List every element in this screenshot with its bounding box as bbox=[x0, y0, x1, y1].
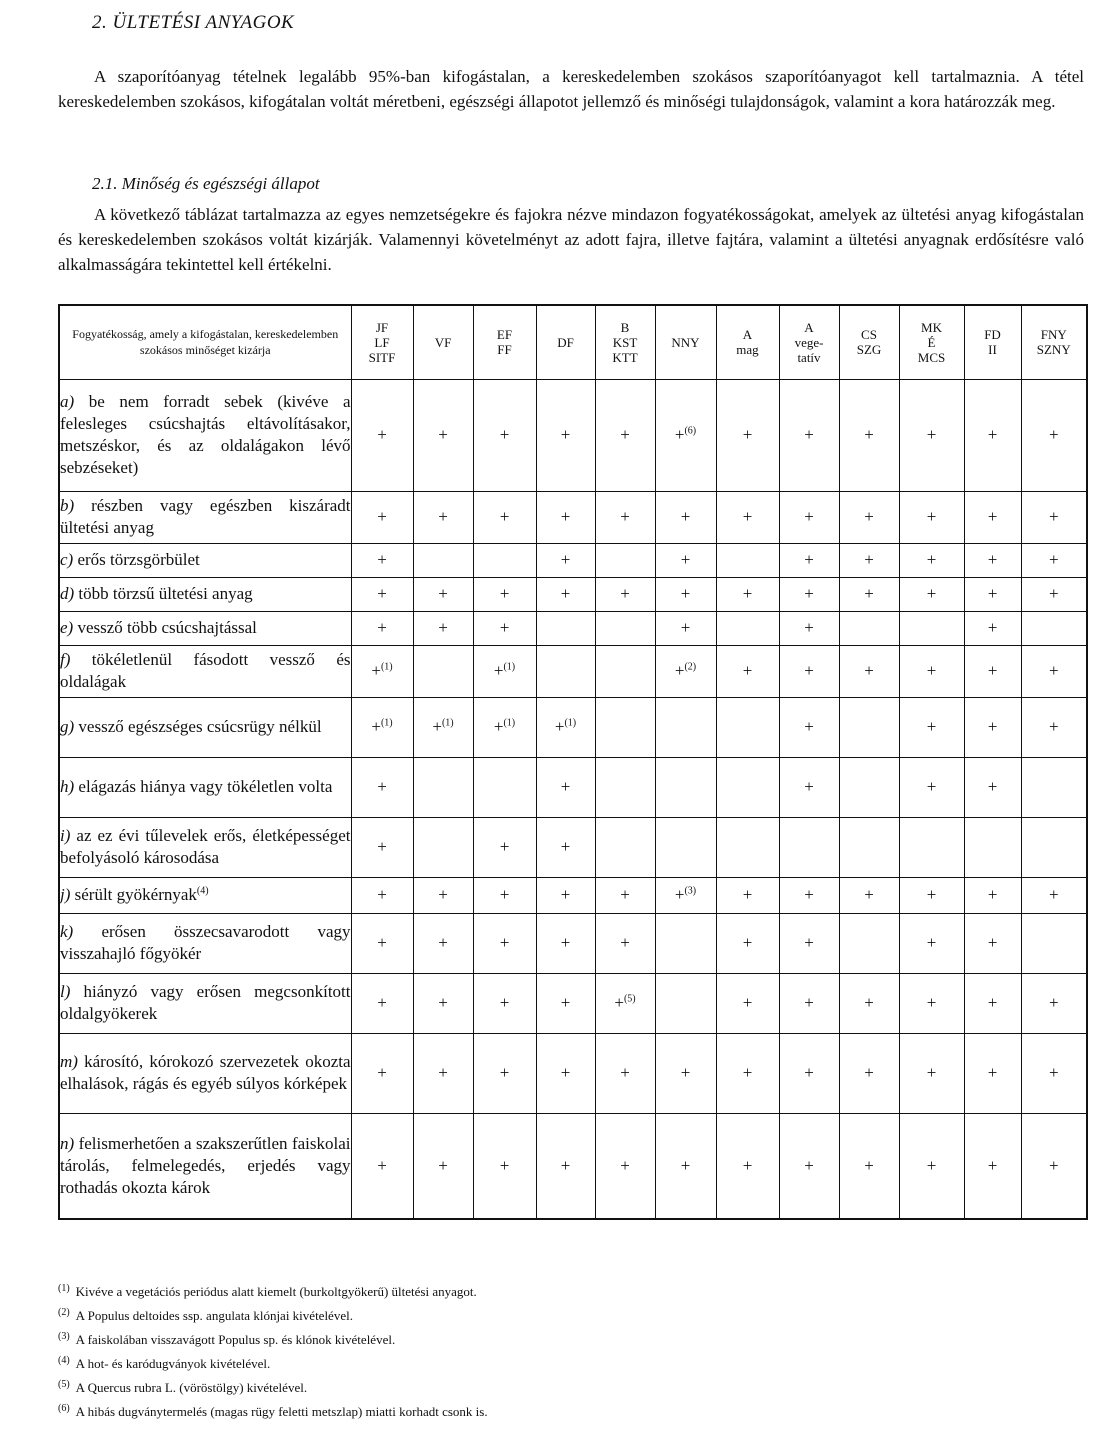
requirement-cell: + bbox=[779, 1113, 839, 1219]
footnote-number: (1) bbox=[58, 1282, 70, 1294]
requirement-cell bbox=[595, 757, 655, 817]
requirement-cell: +$^{(1)}$ bbox=[413, 697, 473, 757]
requirement-cell bbox=[716, 757, 779, 817]
requirement-cell bbox=[413, 817, 473, 877]
requirement-cell: + bbox=[351, 1033, 413, 1113]
requirement-cell: + bbox=[779, 611, 839, 645]
requirement-cell: + bbox=[839, 1113, 899, 1219]
requirement-cell: + bbox=[473, 1113, 536, 1219]
subsection-title: 2.1. Minőség és egészségi állapot bbox=[92, 174, 320, 193]
requirement-cell bbox=[839, 913, 899, 973]
requirement-cell: + bbox=[1021, 1033, 1087, 1113]
requirement-cell: + bbox=[839, 491, 899, 543]
footnote bbox=[58, 1352, 488, 1376]
column-header-line: JF bbox=[375, 319, 389, 335]
column-header-line: FF bbox=[497, 342, 512, 358]
defect-text: az ez évi tűlevelek erős, életképességet befolyásoló károsodása bbox=[60, 826, 351, 867]
table-row bbox=[59, 611, 1087, 645]
column-header-line: DF bbox=[557, 334, 574, 350]
defect-label bbox=[59, 913, 351, 973]
defect-letter: i) bbox=[60, 826, 71, 845]
requirement-cell: + bbox=[899, 543, 964, 577]
requirement-cell: + bbox=[779, 913, 839, 973]
requirement-cell: + bbox=[351, 491, 413, 543]
requirement-cell: + bbox=[716, 973, 779, 1033]
requirement-cell: + bbox=[964, 1113, 1021, 1219]
requirement-cell: + bbox=[899, 491, 964, 543]
requirement-cell: + bbox=[716, 577, 779, 611]
column-header-line: KST bbox=[612, 334, 638, 350]
header-defect: Fogyatékosság, amely a kifogástalan, kereskedelemben szokásos minőséget kizárja bbox=[59, 305, 351, 379]
column-header-line: A bbox=[804, 319, 814, 335]
defect-letter: d) bbox=[60, 584, 75, 603]
requirement-cell: + bbox=[839, 973, 899, 1033]
defect-label bbox=[59, 379, 351, 491]
requirement-cell: + bbox=[473, 611, 536, 645]
defect-text: sérült gyökérnyak$^{(4)}$ bbox=[74, 885, 209, 904]
requirement-cell bbox=[899, 611, 964, 645]
requirement-cell bbox=[595, 611, 655, 645]
requirement-cell: + bbox=[839, 877, 899, 913]
defect-label bbox=[59, 973, 351, 1033]
table-row bbox=[59, 973, 1087, 1033]
defect-text: károsító, kórokozó szervezetek okozta elhalások, rágás és egyéb súlyos kórképek bbox=[60, 1052, 351, 1093]
requirement-cell: + bbox=[595, 1113, 655, 1219]
requirement-cell: + bbox=[1021, 543, 1087, 577]
requirement-cell bbox=[716, 697, 779, 757]
defect-letter: a) bbox=[60, 392, 75, 411]
requirement-cell: + bbox=[779, 577, 839, 611]
footnote-number: (6) bbox=[58, 1402, 70, 1414]
requirement-cell bbox=[655, 973, 716, 1033]
requirement-cell: + bbox=[1021, 877, 1087, 913]
requirement-cell bbox=[655, 913, 716, 973]
requirement-cell bbox=[839, 817, 899, 877]
requirement-cell: + bbox=[899, 645, 964, 697]
requirement-cell: + bbox=[351, 757, 413, 817]
requirement-cell: + bbox=[351, 1113, 413, 1219]
defect-letter: f) bbox=[60, 650, 71, 669]
intro-paragraph: A szaporítóanyag tételnek legalább 95%-ban kifogástalan, a kereskedelemben szokásos szaporítóanyagot kell tartalmaznia. A tétel kereskedelemben szokásos, kifogátalan voltát méretbeni, egészségi állapotot jellemző és minőségi tulajdonságok, valamint a kora határozzák meg. bbox=[58, 67, 1084, 111]
requirement-cell: + bbox=[536, 817, 595, 877]
requirement-cell: + bbox=[779, 973, 839, 1033]
requirement-cell: + bbox=[716, 877, 779, 913]
defect-label bbox=[59, 817, 351, 877]
requirement-cell: + bbox=[964, 697, 1021, 757]
requirement-cell: + bbox=[473, 973, 536, 1033]
requirement-cell: + bbox=[655, 611, 716, 645]
defect-letter: k) bbox=[60, 922, 74, 941]
table-row bbox=[59, 1033, 1087, 1113]
requirement-cell: + bbox=[899, 1033, 964, 1113]
column-header-line: FNY bbox=[1040, 327, 1067, 343]
defect-text: felismerhetően a szakszerűtlen faiskolai tárolás, felmelegedés, erjedés vagy rothadás okozta károk bbox=[60, 1133, 351, 1197]
defect-text: vessző több csúcshajtással bbox=[77, 618, 257, 637]
requirement-cell bbox=[595, 543, 655, 577]
requirement-cell: + bbox=[351, 577, 413, 611]
section-title: 2. ÜLTETÉSI ANYAGOK bbox=[92, 12, 295, 33]
requirement-cell: + bbox=[473, 491, 536, 543]
requirement-cell bbox=[595, 697, 655, 757]
defect-letter: h) bbox=[60, 777, 75, 796]
column-header bbox=[779, 305, 839, 379]
defect-letter: l) bbox=[60, 982, 71, 1001]
requirement-cell: + bbox=[413, 611, 473, 645]
column-header-line: KTT bbox=[612, 349, 638, 365]
requirement-cell: + bbox=[779, 543, 839, 577]
column-header-line: LF bbox=[374, 334, 390, 350]
column-header-line: SITF bbox=[368, 349, 396, 365]
requirement-cell bbox=[779, 817, 839, 877]
requirement-cell bbox=[413, 645, 473, 697]
requirement-cell: +$^{(5)}$ bbox=[595, 973, 655, 1033]
requirement-cell: + bbox=[964, 379, 1021, 491]
requirement-cell bbox=[655, 757, 716, 817]
requirement-cell: + bbox=[839, 577, 899, 611]
requirement-cell: + bbox=[779, 877, 839, 913]
requirement-cell: + bbox=[964, 543, 1021, 577]
footnotes bbox=[58, 1280, 488, 1424]
defect-label bbox=[59, 697, 351, 757]
requirement-cell: + bbox=[655, 1033, 716, 1113]
requirement-cell: + bbox=[351, 611, 413, 645]
requirement-cell: +$^{(3)}$ bbox=[655, 877, 716, 913]
requirement-cell: + bbox=[964, 913, 1021, 973]
requirement-cell bbox=[413, 543, 473, 577]
requirement-cell: + bbox=[899, 757, 964, 817]
requirement-cell: + bbox=[413, 913, 473, 973]
defect-text: több törzsű ültetési anyag bbox=[78, 584, 253, 603]
column-header-line: tatív bbox=[797, 349, 821, 365]
column-header-line: MK bbox=[921, 319, 942, 335]
requirement-cell: + bbox=[899, 877, 964, 913]
requirement-cell bbox=[1021, 757, 1087, 817]
table-row bbox=[59, 577, 1087, 611]
column-header bbox=[413, 305, 473, 379]
table-row bbox=[59, 645, 1087, 697]
column-header bbox=[899, 305, 964, 379]
footnote bbox=[58, 1280, 488, 1304]
requirement-cell: + bbox=[779, 757, 839, 817]
column-header-line: mag bbox=[736, 342, 759, 358]
requirement-cell: + bbox=[1021, 645, 1087, 697]
footnote-number: (4) bbox=[58, 1354, 70, 1366]
requirement-cell: + bbox=[964, 645, 1021, 697]
column-header bbox=[655, 305, 716, 379]
requirement-cell: +$^{(2)}$ bbox=[655, 645, 716, 697]
column-header-line: SZNY bbox=[1036, 342, 1071, 358]
requirement-cell: + bbox=[1021, 697, 1087, 757]
requirement-cell: + bbox=[899, 697, 964, 757]
requirement-cell: +$^{(1)}$ bbox=[473, 697, 536, 757]
requirement-cell: + bbox=[716, 913, 779, 973]
requirement-cell: + bbox=[779, 491, 839, 543]
footnote bbox=[58, 1304, 488, 1328]
table-intro-paragraph: A következő táblázat tartalmazza az egyes nemzetségekre és fajokra nézve mindazon fogyatékosságokat, amelyek az ültetési anyag kifogástalan és kereskedelemben szokásos voltát kizárják. Valamennyi követelményt az adott fajra, illetve fajtára, valamint a ültetési anyagnak erdősítésre való alkalmasságára tekintettel kell értékelni. bbox=[58, 205, 1084, 274]
footnote-number: (3) bbox=[58, 1330, 70, 1342]
defect-label bbox=[59, 577, 351, 611]
table-row bbox=[59, 491, 1087, 543]
column-header-line: vege- bbox=[794, 334, 824, 350]
requirement-cell bbox=[1021, 611, 1087, 645]
requirement-cell: + bbox=[899, 1113, 964, 1219]
footnote-text: A hibás dugványtermelés (magas rügy feletti metszlap) miatti korhadt csonk is. bbox=[75, 1404, 488, 1419]
defect-text: elágazás hiánya vagy tökéletlen volta bbox=[78, 777, 333, 796]
requirement-cell bbox=[473, 757, 536, 817]
footnote-text: A Quercus rubra L. (vöröstölgy) kivételével. bbox=[75, 1380, 308, 1395]
defect-letter: j) bbox=[60, 885, 71, 904]
defect-label bbox=[59, 1033, 351, 1113]
defect-text: hiányzó vagy erősen megcsonkított oldalgyökerek bbox=[60, 982, 351, 1023]
requirement-cell: + bbox=[595, 491, 655, 543]
defect-text: vessző egészséges csúcsrügy nélkül bbox=[78, 717, 322, 736]
requirement-cell: +$^{(1)}$ bbox=[351, 697, 413, 757]
footnote bbox=[58, 1328, 488, 1352]
requirement-cell: + bbox=[964, 877, 1021, 913]
footnote-text: Kivéve a vegetációs periódus alatt kiemelt (burkoltgyökerű) ültetési anyagot. bbox=[75, 1284, 477, 1299]
requirement-cell: + bbox=[536, 757, 595, 817]
requirement-cell: + bbox=[964, 577, 1021, 611]
requirement-cell: + bbox=[595, 1033, 655, 1113]
footnote-number: (2) bbox=[58, 1306, 70, 1318]
requirement-cell: + bbox=[413, 877, 473, 913]
requirement-cell: + bbox=[716, 1113, 779, 1219]
requirement-cell: + bbox=[413, 379, 473, 491]
requirement-cell: + bbox=[351, 877, 413, 913]
requirement-cell: + bbox=[964, 1033, 1021, 1113]
column-header bbox=[716, 305, 779, 379]
requirement-cell: + bbox=[536, 877, 595, 913]
requirement-cell bbox=[964, 817, 1021, 877]
column-header bbox=[351, 305, 413, 379]
requirements-table bbox=[58, 304, 1088, 1220]
requirement-cell: + bbox=[964, 611, 1021, 645]
requirement-cell bbox=[839, 697, 899, 757]
table-row bbox=[59, 913, 1087, 973]
defect-letter: c) bbox=[60, 550, 74, 569]
defect-text: erősen összecsavarodott vagy visszahajló főgyökér bbox=[60, 922, 351, 963]
defect-label bbox=[59, 877, 351, 913]
requirement-cell: +$^{(1)}$ bbox=[536, 697, 595, 757]
column-header bbox=[536, 305, 595, 379]
column-header-line: II bbox=[988, 342, 997, 358]
requirement-cell: + bbox=[1021, 973, 1087, 1033]
requirement-cell: + bbox=[536, 491, 595, 543]
requirement-cell bbox=[839, 611, 899, 645]
requirement-cell bbox=[1021, 817, 1087, 877]
requirement-cell: + bbox=[899, 379, 964, 491]
column-header-line: VF bbox=[434, 334, 452, 350]
requirement-cell: +$^{(6)}$ bbox=[655, 379, 716, 491]
requirement-cell: + bbox=[595, 379, 655, 491]
requirement-cell: + bbox=[536, 973, 595, 1033]
column-header-line: EF bbox=[496, 327, 513, 343]
requirement-cell: + bbox=[473, 913, 536, 973]
requirement-cell: + bbox=[595, 877, 655, 913]
requirement-cell: + bbox=[899, 913, 964, 973]
column-header-line: MCS bbox=[917, 349, 946, 365]
requirement-cell: + bbox=[536, 913, 595, 973]
defect-label bbox=[59, 543, 351, 577]
requirement-cell: + bbox=[351, 543, 413, 577]
footnote bbox=[58, 1376, 488, 1400]
footnote bbox=[58, 1400, 488, 1424]
requirement-cell: + bbox=[595, 577, 655, 611]
table-row bbox=[59, 1113, 1087, 1219]
defect-label bbox=[59, 757, 351, 817]
requirement-cell: +$^{(1)}$ bbox=[351, 645, 413, 697]
requirement-cell: + bbox=[536, 543, 595, 577]
table-row bbox=[59, 697, 1087, 757]
requirement-cell bbox=[716, 611, 779, 645]
requirement-cell bbox=[536, 645, 595, 697]
requirement-cell: + bbox=[536, 1113, 595, 1219]
requirement-cell bbox=[655, 817, 716, 877]
requirement-cell bbox=[655, 697, 716, 757]
defect-text: be nem forradt sebek (kivéve a felesleges csúcshajtás eltávolításakor, metszéskor, és az oldalágakon lévő sebzéseket) bbox=[60, 392, 351, 477]
column-header-line: CS bbox=[861, 327, 877, 343]
column-header bbox=[839, 305, 899, 379]
requirement-cell: + bbox=[473, 817, 536, 877]
requirement-cell: + bbox=[716, 1033, 779, 1113]
defect-letter: b) bbox=[60, 496, 75, 515]
requirement-cell: + bbox=[964, 757, 1021, 817]
requirement-cell: + bbox=[413, 1033, 473, 1113]
column-header-line: FD bbox=[984, 327, 1001, 343]
requirement-cell: + bbox=[655, 577, 716, 611]
defect-letter: m) bbox=[60, 1052, 78, 1071]
table-row bbox=[59, 877, 1087, 913]
requirement-cell: + bbox=[351, 379, 413, 491]
requirement-cell bbox=[595, 645, 655, 697]
column-header-line: NNY bbox=[671, 334, 700, 350]
requirement-cell: + bbox=[1021, 379, 1087, 491]
requirement-cell: + bbox=[351, 973, 413, 1033]
requirement-cell bbox=[536, 611, 595, 645]
requirement-cell: + bbox=[473, 577, 536, 611]
requirement-cell: + bbox=[473, 1033, 536, 1113]
requirement-cell: + bbox=[536, 1033, 595, 1113]
defect-text: részben vagy egészben kiszáradt ültetési anyag bbox=[60, 496, 351, 537]
requirement-cell: + bbox=[413, 973, 473, 1033]
requirement-cell: + bbox=[779, 697, 839, 757]
table-row bbox=[59, 757, 1087, 817]
footnote-text: A Populus deltoides ssp. angulata klónjai kivételével. bbox=[75, 1308, 353, 1323]
requirement-cell: + bbox=[899, 577, 964, 611]
requirement-cell: + bbox=[716, 379, 779, 491]
footnote-number: (5) bbox=[58, 1378, 70, 1390]
table-row bbox=[59, 817, 1087, 877]
footnote-text: A faiskolában visszavágott Populus sp. és klónok kivételével. bbox=[75, 1332, 396, 1347]
requirement-cell: + bbox=[899, 973, 964, 1033]
defect-label bbox=[59, 1113, 351, 1219]
requirement-cell: +$^{(1)}$ bbox=[473, 645, 536, 697]
requirement-cell: + bbox=[964, 491, 1021, 543]
requirement-cell bbox=[595, 817, 655, 877]
requirement-cell: + bbox=[839, 379, 899, 491]
requirement-cell bbox=[1021, 913, 1087, 973]
requirement-cell: + bbox=[1021, 1113, 1087, 1219]
defect-text: tökéletlenül fásodott vessző és oldalágak bbox=[60, 650, 351, 691]
requirement-cell bbox=[716, 817, 779, 877]
column-header-line: SZG bbox=[856, 342, 882, 358]
requirement-cell: + bbox=[351, 913, 413, 973]
column-header bbox=[964, 305, 1021, 379]
requirement-cell: + bbox=[839, 1033, 899, 1113]
defect-label bbox=[59, 491, 351, 543]
defect-letter: g) bbox=[60, 717, 75, 736]
requirement-cell: + bbox=[1021, 491, 1087, 543]
column-header bbox=[1021, 305, 1087, 379]
column-header-line: A bbox=[742, 327, 753, 343]
requirement-cell bbox=[716, 543, 779, 577]
requirement-cell: + bbox=[839, 645, 899, 697]
requirement-cell: + bbox=[655, 543, 716, 577]
requirement-cell: + bbox=[716, 491, 779, 543]
footnote-text: A hot- és karódugványok kivételével. bbox=[75, 1356, 271, 1371]
table-row bbox=[59, 379, 1087, 491]
table-row bbox=[59, 543, 1087, 577]
column-header-line: É bbox=[927, 334, 936, 350]
column-header bbox=[595, 305, 655, 379]
requirement-cell: + bbox=[473, 379, 536, 491]
requirement-cell: + bbox=[595, 913, 655, 973]
requirement-cell: + bbox=[779, 379, 839, 491]
requirement-cell: + bbox=[779, 645, 839, 697]
requirement-cell: + bbox=[536, 379, 595, 491]
requirement-cell: + bbox=[413, 1113, 473, 1219]
requirement-cell bbox=[899, 817, 964, 877]
requirement-cell: + bbox=[839, 543, 899, 577]
requirement-cell bbox=[473, 543, 536, 577]
column-header-line: B bbox=[620, 319, 630, 335]
requirement-cell: + bbox=[413, 491, 473, 543]
table-header-row bbox=[59, 305, 1087, 379]
requirement-cell: + bbox=[473, 877, 536, 913]
requirement-cell: + bbox=[351, 817, 413, 877]
requirement-cell bbox=[413, 757, 473, 817]
requirement-cell: + bbox=[536, 577, 595, 611]
requirement-cell bbox=[839, 757, 899, 817]
defect-letter: n) bbox=[60, 1133, 75, 1153]
requirement-cell: + bbox=[413, 577, 473, 611]
column-header bbox=[473, 305, 536, 379]
defect-text: erős törzsgörbület bbox=[77, 550, 200, 569]
requirement-cell: + bbox=[655, 1113, 716, 1219]
defect-letter: e) bbox=[60, 618, 74, 637]
requirement-cell: + bbox=[779, 1033, 839, 1113]
requirement-cell: + bbox=[655, 491, 716, 543]
requirement-cell: + bbox=[716, 645, 779, 697]
defect-label bbox=[59, 645, 351, 697]
requirement-cell: + bbox=[1021, 577, 1087, 611]
defect-label bbox=[59, 611, 351, 645]
requirement-cell: + bbox=[964, 973, 1021, 1033]
